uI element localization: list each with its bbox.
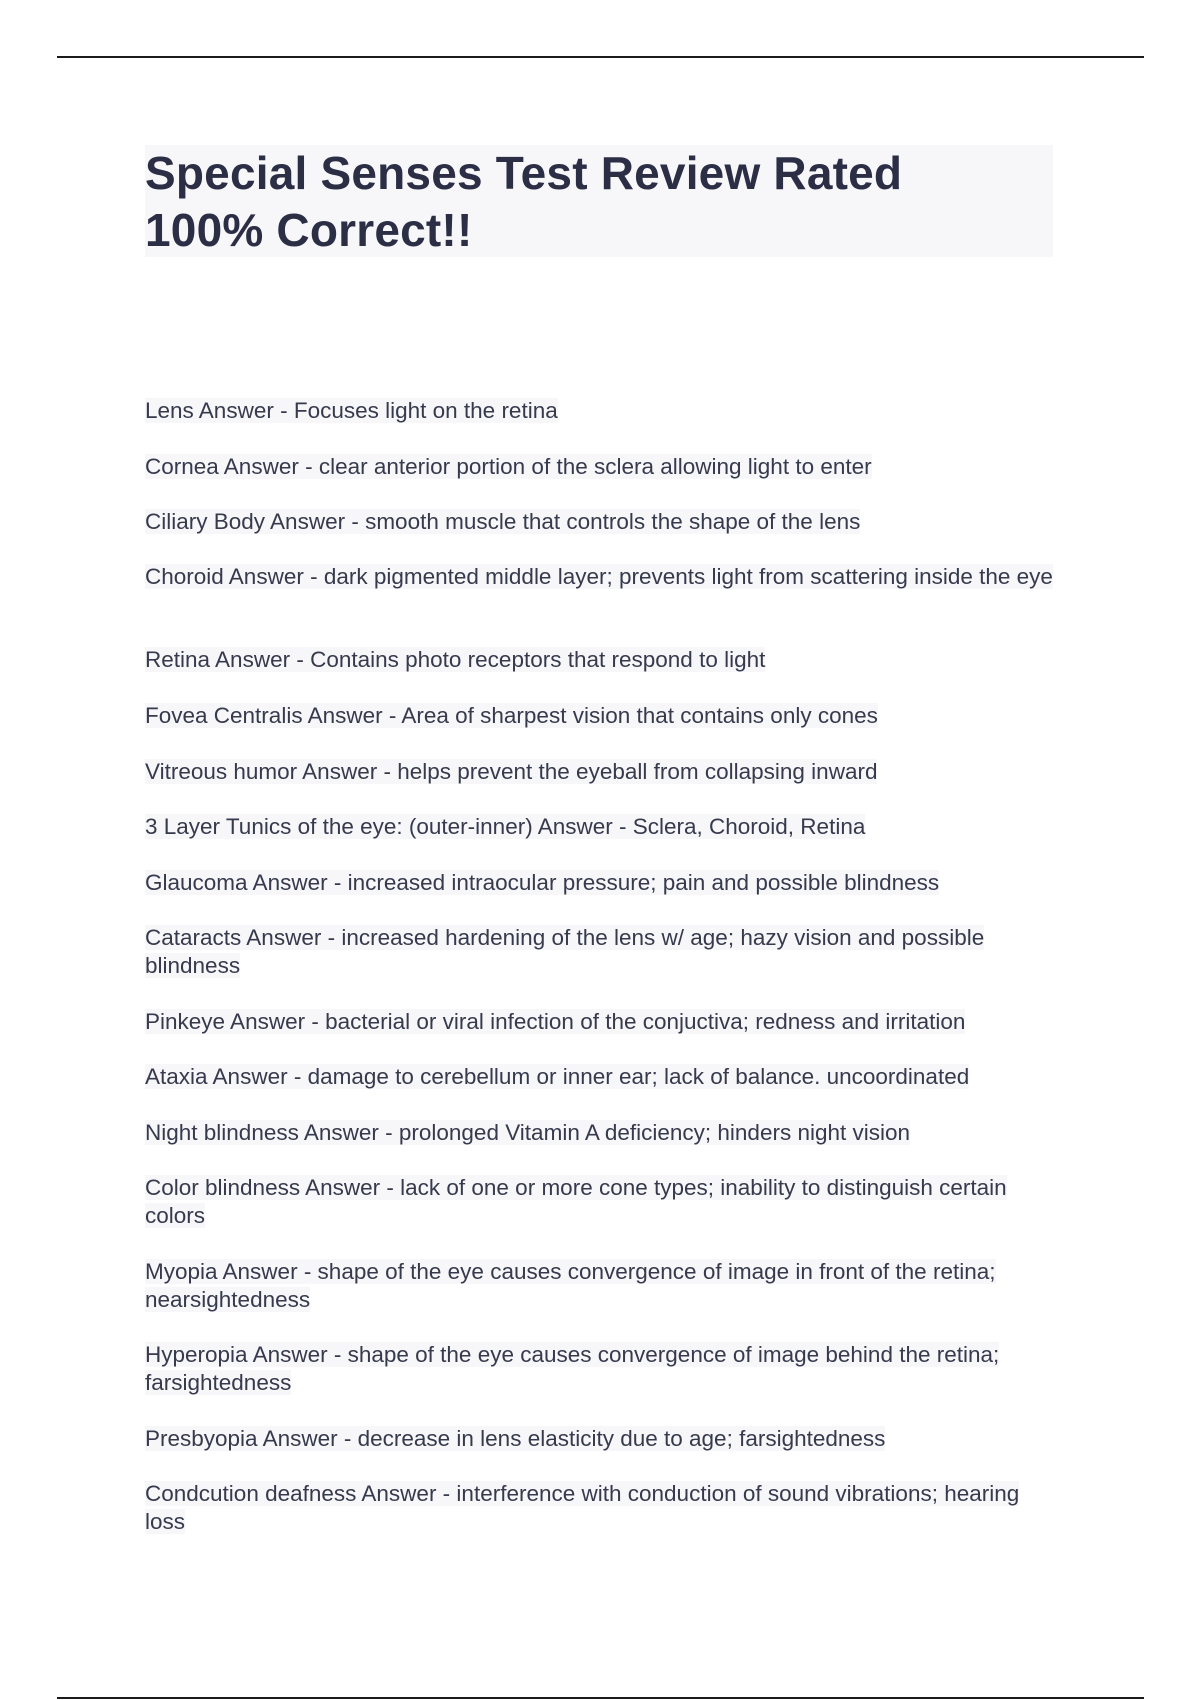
list-item-text: Lens Answer - Focuses light on the retina	[145, 398, 558, 423]
list-item	[145, 1119, 1055, 1147]
list-item	[145, 508, 1055, 536]
list-item-text: Fovea Centralis Answer - Area of sharpest vision that contains only cones	[145, 703, 878, 728]
list-item-text: Cornea Answer - clear anterior portion of the sclera allowing light to enter	[145, 454, 872, 479]
list-item	[145, 646, 1055, 674]
top-divider	[57, 56, 1144, 58]
list-item-text: Night blindness Answer - prolonged Vitamin A deficiency; hinders night vision	[145, 1120, 911, 1145]
list-item	[145, 1258, 1055, 1314]
list-item-text: Color blindness Answer - lack of one or more cone types; inability to distinguish certain colors	[145, 1175, 1007, 1228]
list-item-text: Myopia Answer - shape of the eye causes convergence of image in front of the retina; nearsightedness	[145, 1259, 996, 1312]
title-block	[145, 145, 1053, 257]
list-item	[145, 563, 1055, 591]
list-item-text: 3 Layer Tunics of the eye: (outer-inner) Answer - Sclera, Choroid, Retina	[145, 814, 866, 839]
list-item-text: Vitreous humor Answer - helps prevent the eyeball from collapsing inward	[145, 759, 878, 784]
list-item	[145, 813, 1055, 841]
list-item-text: Glaucoma Answer - increased intraocular pressure; pain and possible blindness	[145, 870, 940, 895]
list-item-text: Ataxia Answer - damage to cerebellum or inner ear; lack of balance. uncoordinated	[145, 1064, 970, 1089]
list-item-text: Presbyopia Answer - decrease in lens elasticity due to age; farsightedness	[145, 1426, 886, 1451]
list-item	[145, 758, 1055, 786]
list-item-text: Condcution deafness Answer - interference with conduction of sound vibrations; hearing loss	[145, 1481, 1020, 1534]
list-item	[145, 453, 1055, 481]
list-item-text: Cataracts Answer - increased hardening of the lens w/ age; hazy vision and possible blindness	[145, 925, 985, 978]
list-item-text: Hyperopia Answer - shape of the eye causes convergence of image behind the retina; farsightedness	[145, 1342, 1000, 1395]
list-item-text: Pinkeye Answer - bacterial or viral infection of the conjuctiva; redness and irritation	[145, 1009, 966, 1034]
list-item	[145, 702, 1055, 730]
list-item	[145, 1425, 1055, 1453]
list-item	[145, 1008, 1055, 1036]
bottom-divider	[57, 1697, 1144, 1699]
list-item	[145, 869, 1055, 897]
list-item-text: Retina Answer - Contains photo receptors that respond to light	[145, 647, 766, 672]
page-title	[145, 145, 1053, 259]
page-title-line-2: 100% Correct!!	[145, 204, 473, 256]
list-item	[145, 1063, 1055, 1091]
list-item-text: Ciliary Body Answer - smooth muscle that controls the shape of the lens	[145, 509, 861, 534]
page-title-line-1: Special Senses Test Review Rated	[145, 147, 903, 199]
list-item	[145, 1341, 1055, 1397]
list-item	[145, 924, 1055, 980]
list-item	[145, 1480, 1055, 1536]
list-item	[145, 397, 1055, 425]
list-item	[145, 1174, 1055, 1230]
list-item-text: Choroid Answer - dark pigmented middle layer; prevents light from scattering inside the eye	[145, 564, 1053, 589]
